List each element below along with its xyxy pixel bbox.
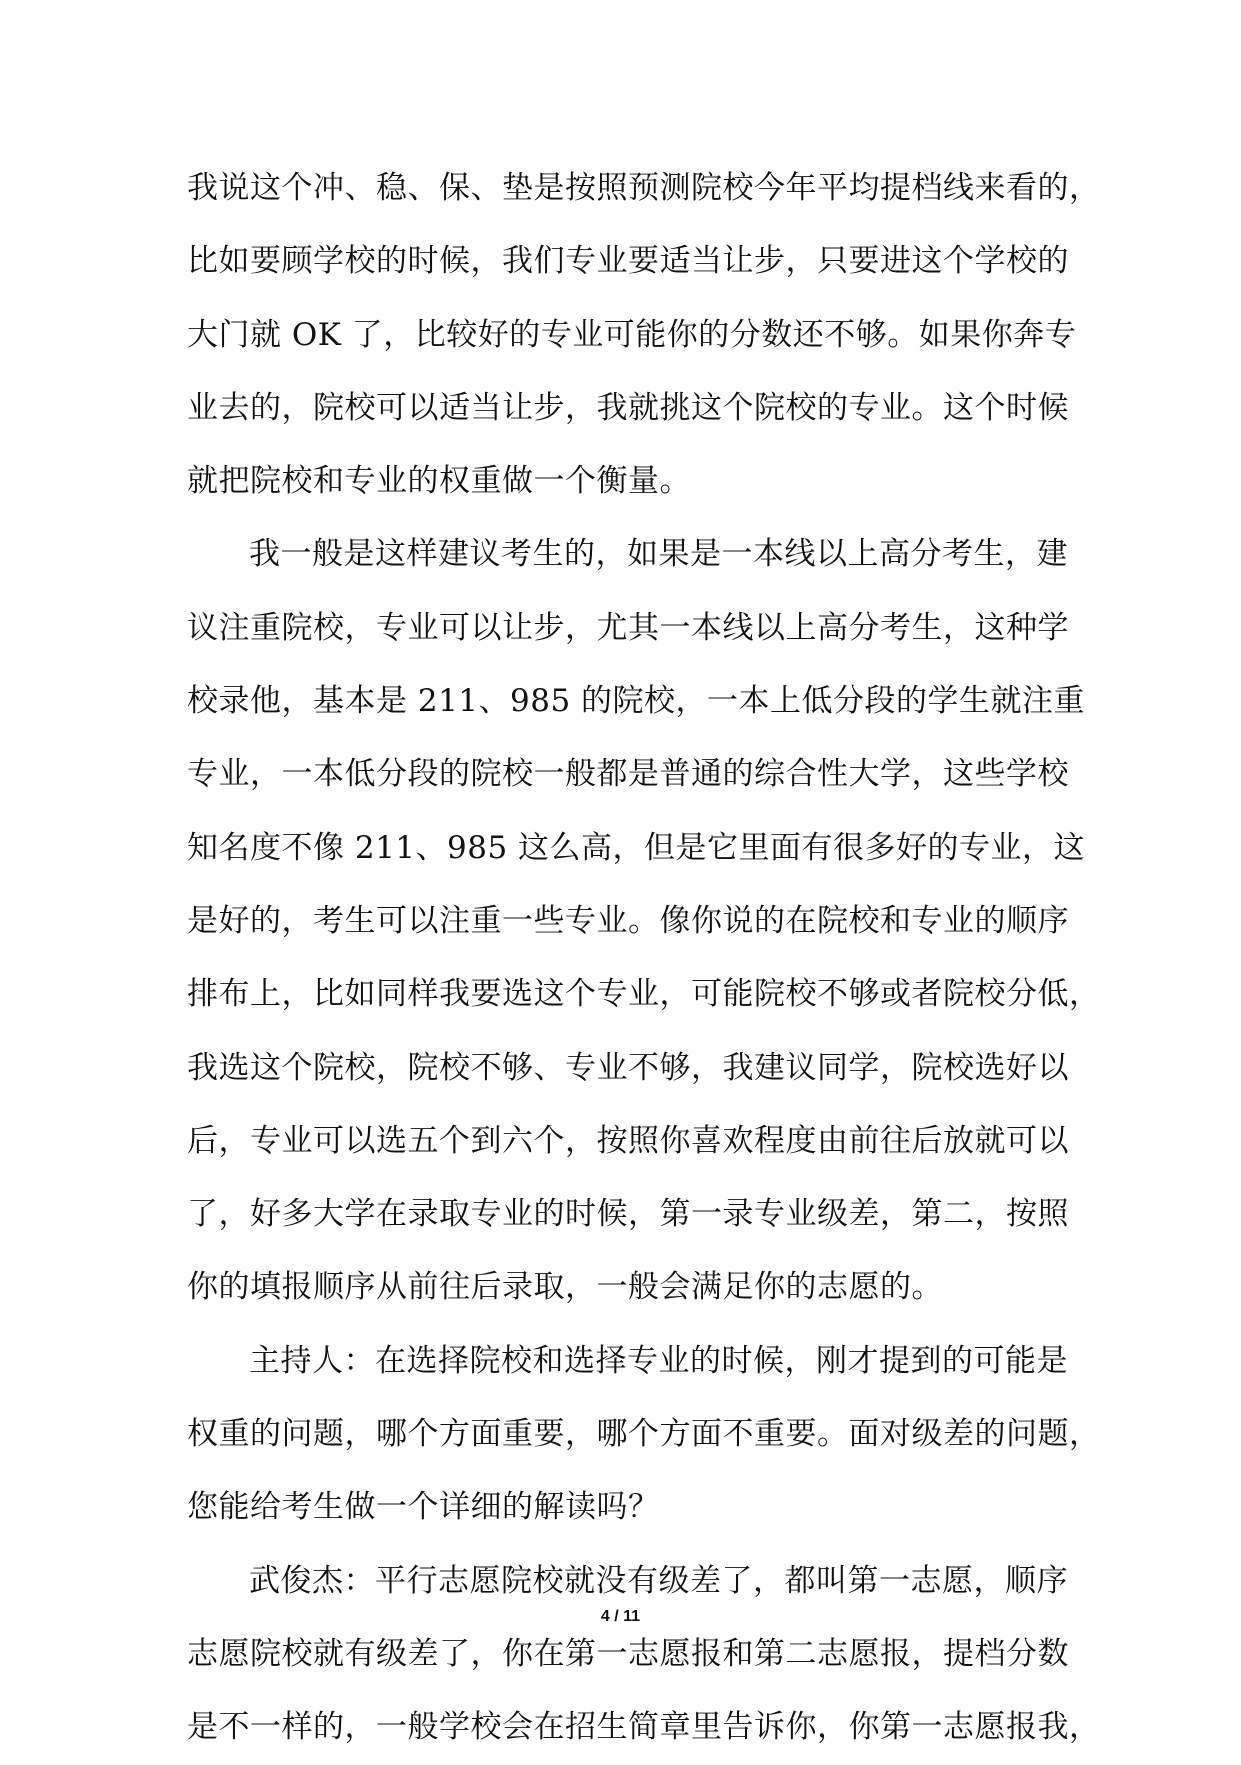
text-line: 校录他，基本是 211、985 的院校，一本上低分段的学生就注重 [187,683,1086,720]
paragraph-start-line: 武俊杰：平行志愿院校就没有级差了，都叫第一志愿，顺序 [249,1562,1068,1599]
page-number: 4 / 11 [600,1608,641,1625]
document-body [187,152,1101,1765]
text-line: 业去的，院校可以适当让步，我就挑这个院校的专业。这个时候 [187,389,1069,426]
text-line: 就把院校和专业的权重做一个衡量。 [187,463,691,500]
paragraph-start-line: 主持人：在选择院校和选择专业的时候，刚才提到的可能是 [249,1342,1068,1379]
text-line: 专业，一本低分段的院校一般都是普通的综合性大学，这些学校 [187,756,1069,793]
text-line: 后，专业可以选五个到六个，按照你喜欢程度由前往后放就可以 [187,1122,1069,1159]
text-line: 了，好多大学在录取专业的时候，第一录专业级差，第二，按照 [187,1196,1069,1233]
paragraph-start-line: 我一般是这样建议考生的，如果是一本线以上高分考生，建 [249,536,1068,573]
text-line: 志愿院校就有级差了，你在第一志愿报和第二志愿报，提档分数 [187,1635,1069,1672]
text-line: 是好的，考生可以注重一些专业。像你说的在院校和专业的顺序 [187,902,1069,939]
text-line: 大门就 OK 了，比较好的专业可能你的分数还不够。如果你奔专 [187,316,1077,353]
text-line: 议注重院校，专业可以让步，尤其一本线以上高分考生，这种学 [187,609,1069,646]
text-line: 权重的问题，哪个方面重要，哪个方面不重要。面对级差的问题， [187,1416,1101,1453]
text-line: 你的填报顺序从前往后录取，一般会满足你的志愿的。 [187,1269,943,1306]
text-line: 是不一样的，一般学校会在招生简章里告诉你，你第一志愿报我， [187,1709,1101,1746]
text-line: 知名度不像 211、985 这么高，但是它里面有很多好的专业，这 [187,829,1086,866]
text-line: 我选这个院校，院校不够、专业不够，我建议同学，院校选好以 [187,1049,1069,1086]
text-line: 您能给考生做一个详细的解读吗？ [187,1489,660,1526]
text-line: 排布上，比如同样我要选这个专业，可能院校不够或者院校分低， [187,976,1101,1013]
text-line: 比如要顾学校的时候，我们专业要适当让步，只要进这个学校的 [187,243,1069,280]
text-line: 我说这个冲、稳、保、垫是按照预测院校今年平均提档线来看的， [187,170,1101,206]
